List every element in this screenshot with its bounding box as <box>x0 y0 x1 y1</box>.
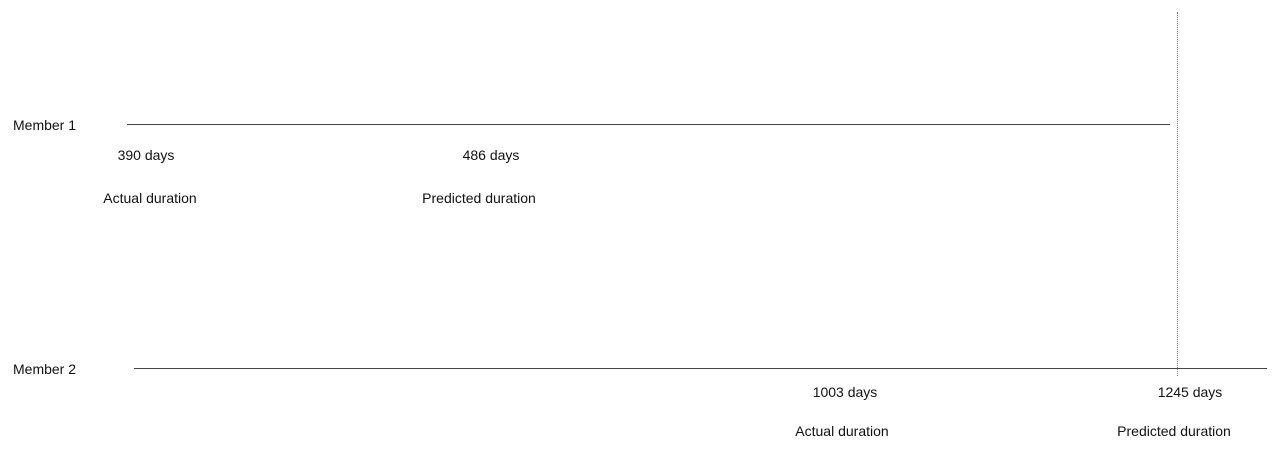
member-1-predicted-caption: Predicted duration <box>422 190 536 206</box>
member-2-predicted-value: 1245 days <box>1157 384 1223 400</box>
member-1-timeline <box>127 124 1170 125</box>
member-2-label: Member 2 <box>13 361 77 377</box>
member-2-actual-value: 1003 days <box>812 384 878 400</box>
member-1-predicted-value: 486 days <box>462 147 520 163</box>
member-1-actual-caption: Actual duration <box>103 190 197 206</box>
member-1-actual-value: 390 days <box>117 147 175 163</box>
member-2-timeline <box>134 368 1267 369</box>
reference-dotted-line <box>1177 12 1178 376</box>
member-2-actual-caption: Actual duration <box>795 423 889 439</box>
member-2-predicted-caption: Predicted duration <box>1117 423 1231 439</box>
member-1-label: Member 1 <box>13 117 77 133</box>
